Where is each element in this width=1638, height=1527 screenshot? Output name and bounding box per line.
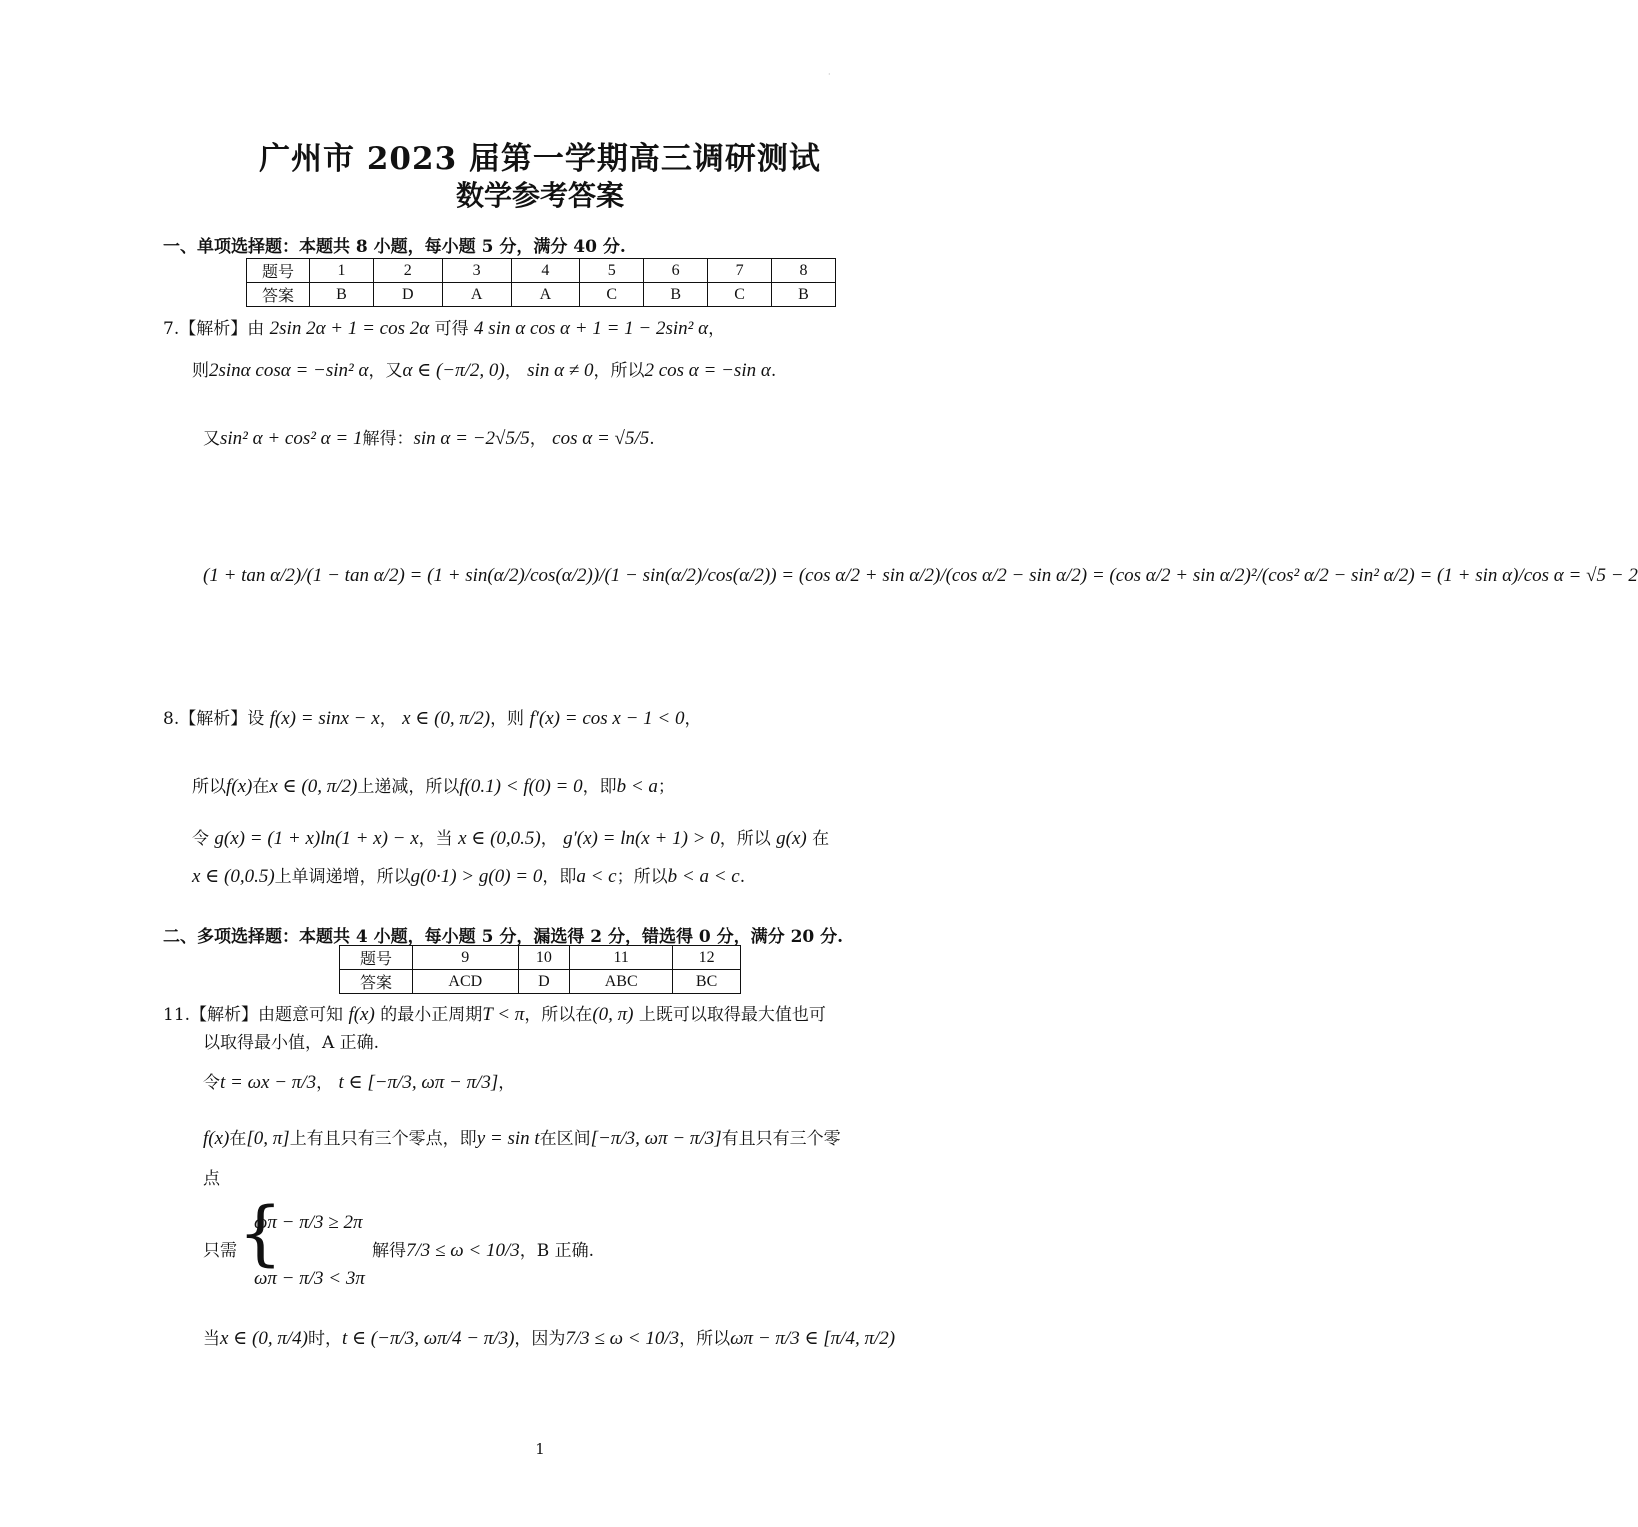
text: . <box>739 867 746 887</box>
q8-line4 <box>192 866 745 888</box>
text: 由 <box>247 319 265 339</box>
formula: x ∈ (0, π/2) <box>269 776 358 797</box>
q11-line1 <box>163 1004 826 1026</box>
table-cell: B <box>644 283 708 307</box>
document-subtitle: 数学参考答案 <box>455 179 624 212</box>
formula: b < a <box>616 776 658 797</box>
formula: 2 cos α = −sin α <box>644 360 771 381</box>
formula: g(0·1) > g(0) = 0 <box>410 866 543 887</box>
text: 的最小正周期 <box>380 1005 483 1025</box>
formula: ωπ − π/3 ∈ [π/4, π/2) <box>730 1328 896 1349</box>
q8-line3 <box>192 828 829 850</box>
formula: t = ωx − π/3 <box>220 1072 317 1093</box>
formula: sin² α + cos² α = 1 <box>220 428 363 449</box>
q11-label: 11.【解析】 <box>163 1005 259 1025</box>
formula: b < a < c <box>667 866 740 887</box>
table-cell: B <box>772 283 836 307</box>
text: 时， <box>307 1329 342 1349</box>
text: 在 <box>252 777 270 797</box>
formula: 7/3 ≤ ω < 10/3 <box>565 1328 680 1349</box>
formula: cos α = √5/5 <box>552 428 650 449</box>
text: 上单调递增，所以 <box>274 867 411 887</box>
formula: t ∈ (−π/3, ωπ/4 − π/3) <box>341 1328 515 1349</box>
table-cell: 10 <box>518 946 570 970</box>
text: 在区间 <box>539 1129 591 1149</box>
formula: T < π <box>482 1004 525 1025</box>
text: . <box>649 429 655 449</box>
table-header-cell: 答案 <box>340 970 413 994</box>
text: 由题意可知 <box>258 1005 344 1025</box>
text: ，即 <box>542 867 577 887</box>
q7-label: 7.【解析】 <box>163 319 248 339</box>
text: ，所以 <box>593 361 645 381</box>
table-row <box>247 283 836 307</box>
system-brace: { <box>238 1192 283 1274</box>
table-header-cell: 题号 <box>247 259 310 283</box>
formula: 2sinα cosα = −sin² α <box>209 360 369 381</box>
text: ，则 <box>490 709 525 729</box>
formula: (0, π) <box>592 1004 634 1025</box>
q8-line2 <box>192 776 675 798</box>
system-condition-2: ωπ − π/3 < 3π <box>254 1268 365 1289</box>
text: 令 <box>203 1073 220 1093</box>
text: ，所以 <box>719 829 771 849</box>
formula: g(x) <box>776 828 807 849</box>
q7-derivation-formula: (1 + tan α/2)/(1 − tan α/2) = (1 + sin(α/2)/cos(α/2))/(1 − sin(α/2)/cos(α/2)) = (cos α/2 + sin α/2)/(cos α/2 − sin α/2) = (cos α/2 + sin α/2)²/(cos² α/2 − sin² α/2) = (1 + sin α)/cos α = √5 − 2 <box>203 565 1638 586</box>
q7-line1 <box>163 318 725 340</box>
text: ， <box>708 319 726 339</box>
table-header-cell: 题号 <box>340 946 413 970</box>
formula: t ∈ [−π/3, ωπ − π/3] <box>338 1072 499 1093</box>
text: 在 <box>812 829 830 849</box>
text: ，又 <box>368 361 403 381</box>
formula: α ∈ (−π/2, 0) <box>402 360 505 381</box>
text: ，即 <box>582 777 617 797</box>
text: 在 <box>229 1129 247 1149</box>
text: ， <box>498 1073 516 1093</box>
text: 所以 <box>192 777 226 797</box>
table-cell: BC <box>673 970 741 994</box>
formula: x ∈ (0, π/4) <box>220 1328 308 1349</box>
q7-line3 <box>203 428 655 450</box>
formula: sin α = −2√5/5 <box>413 428 530 449</box>
formula: x ∈ (0,0.5) <box>458 828 541 849</box>
text: 有且只有三个零 <box>721 1129 841 1149</box>
text: . <box>770 361 777 381</box>
table-cell: 12 <box>673 946 741 970</box>
text: 令 <box>192 829 209 849</box>
table-cell: ACD <box>413 970 519 994</box>
table-header-cell: 答案 <box>247 283 310 307</box>
table-cell: 9 <box>413 946 519 970</box>
formula: 7/3 ≤ ω < 10/3 <box>406 1240 520 1261</box>
text: ，所以在 <box>524 1005 593 1025</box>
q11-line4 <box>203 1128 841 1150</box>
formula: f(x) = sinx − x <box>269 708 380 729</box>
formula: f(x) <box>226 776 253 797</box>
formula: x ∈ (0,0.5) <box>192 866 275 887</box>
formula: a < c <box>576 866 617 887</box>
text: ； <box>657 777 675 797</box>
q8-line1 <box>163 708 701 730</box>
text: ， <box>684 709 702 729</box>
table-cell: 4 <box>511 259 580 283</box>
table-cell: 6 <box>644 259 708 283</box>
text: ，当 <box>418 829 453 849</box>
table-cell: 2 <box>373 259 442 283</box>
formula: 4 sin α cos α + 1 = 1 − 2sin² α <box>474 318 709 339</box>
page-number: 1 <box>535 1440 545 1458</box>
formula: x ∈ (0, π/2) <box>402 708 491 729</box>
table-cell: 3 <box>442 259 511 283</box>
table-cell: C <box>580 283 644 307</box>
formula: g′(x) = ln(x + 1) > 0 <box>563 828 720 849</box>
table-row <box>340 946 741 970</box>
text: ，所以 <box>679 1329 731 1349</box>
formula: sin α ≠ 0 <box>527 360 594 381</box>
text: ， <box>316 1073 334 1093</box>
formula: g(x) = (1 + x)ln(1 + x) − x <box>214 828 419 849</box>
formula: f′(x) = cos x − 1 < 0 <box>529 708 685 729</box>
text: 解得 <box>372 1241 406 1261</box>
section1-answer-table <box>246 258 836 307</box>
section2-answer-table <box>339 945 741 994</box>
table-row <box>247 259 836 283</box>
formula: f(x) <box>348 1004 375 1025</box>
table-cell: C <box>708 283 772 307</box>
scan-speck: · <box>828 70 831 79</box>
q8-label: 8.【解析】 <box>163 709 248 729</box>
text: ， <box>379 709 397 729</box>
text: ；所以 <box>616 867 668 887</box>
text: 上既可以取得最大值也可 <box>638 1005 826 1025</box>
text: ，B 正确. <box>519 1241 595 1261</box>
system-condition-1: ωπ − π/3 ≥ 2π <box>254 1212 363 1233</box>
q11-line2: 以取得最小值，A 正确. <box>203 1033 380 1053</box>
q11-line6 <box>372 1240 594 1262</box>
text: 上有且只有三个零点，即 <box>289 1129 477 1149</box>
formula: f(x) <box>203 1128 230 1149</box>
text: 解得： <box>362 429 414 449</box>
table-cell: 8 <box>772 259 836 283</box>
text: 上递减，所以 <box>357 777 460 797</box>
table-cell: 1 <box>310 259 374 283</box>
formula: [0, π] <box>246 1128 290 1149</box>
table-cell: D <box>373 283 442 307</box>
formula: 2sin 2α + 1 = cos 2α <box>269 318 430 339</box>
formula: f(0.1) < f(0) = 0 <box>459 776 583 797</box>
table-cell: D <box>518 970 570 994</box>
table-cell: B <box>310 283 374 307</box>
text: ，因为 <box>514 1329 566 1349</box>
text: 当 <box>203 1329 220 1349</box>
table-cell: A <box>511 283 580 307</box>
text: ， <box>540 829 558 849</box>
formula: [−π/3, ωπ − π/3] <box>590 1128 722 1149</box>
q11-line3 <box>203 1072 515 1094</box>
q11-line5: 点 <box>203 1169 220 1189</box>
text: ， <box>529 429 547 449</box>
section2-heading: 二、多项选择题：本题共 4 小题，每小题 5 分，漏选得 2 分，错选得 0 分，满分 20 分. <box>163 927 844 947</box>
text: 则 <box>192 361 209 381</box>
text: 又 <box>203 429 220 449</box>
text: 设 <box>247 709 265 729</box>
table-cell: 11 <box>570 946 673 970</box>
table-cell: 7 <box>708 259 772 283</box>
q11-line6-label: 只需 <box>203 1241 237 1261</box>
formula: y = sin t <box>476 1128 540 1149</box>
q7-line2 <box>192 360 776 382</box>
text: 可得 <box>434 319 469 339</box>
document-title: 广州市 2023 届第一学期高三调研测试 <box>259 141 821 177</box>
table-row <box>340 970 741 994</box>
section1-heading: 一、单项选择题：本题共 8 小题，每小题 5 分，满分 40 分. <box>163 237 626 257</box>
table-cell: 5 <box>580 259 644 283</box>
table-cell: ABC <box>570 970 673 994</box>
table-cell: A <box>442 283 511 307</box>
q11-line7 <box>203 1328 895 1350</box>
text: ， <box>504 361 522 381</box>
